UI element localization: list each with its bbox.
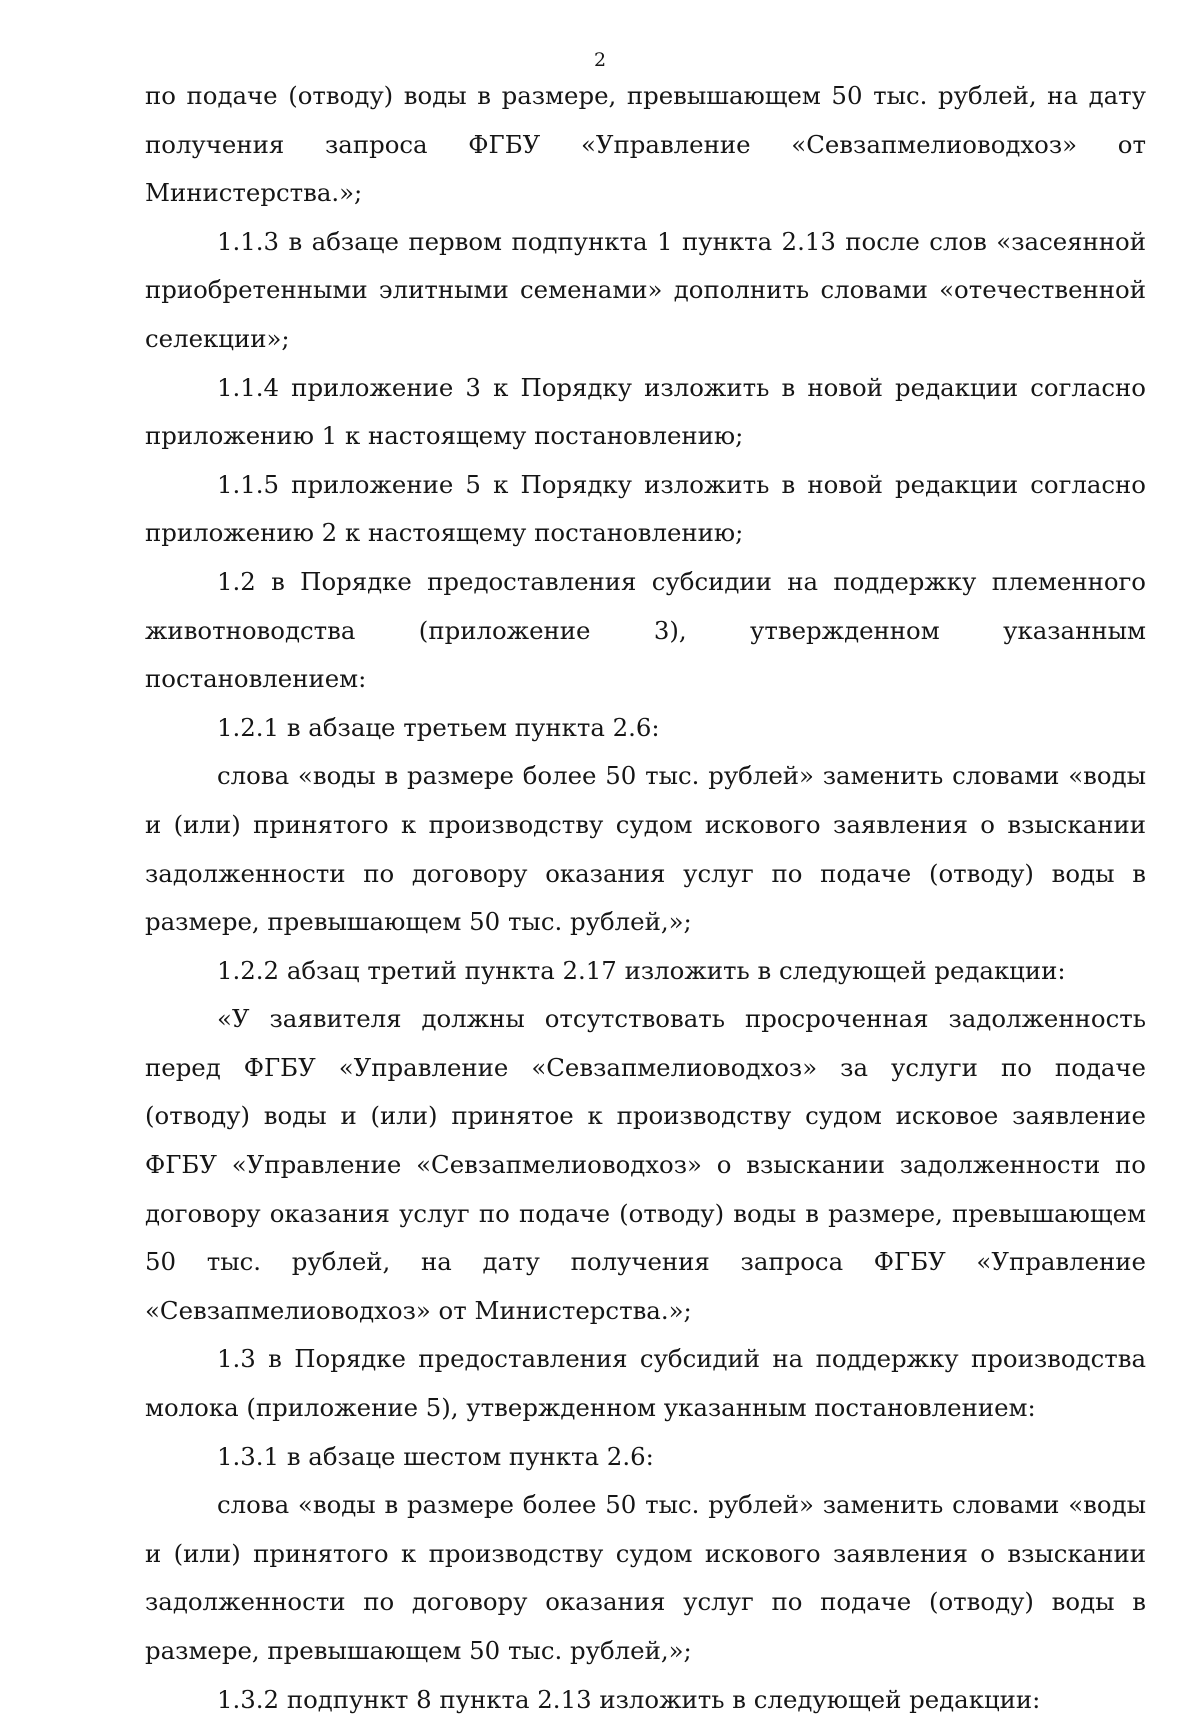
paragraph-1-2-2-quote: «У заявителя должны отсутствовать просроченная задолженность перед ФГБУ «Управление «Севзапмелиоводхоз» за услуги по подаче (отводу) воды и (или) принятое к производству судом исковое заявление ФГБУ «Управление «Севзапмелиоводхоз» о взыскании задолженности по договору оказания услуг по подаче (отводу) воды в размере, превышающем 50 тыс. рублей, на дату получения запроса ФГБУ «Управление «Севзапмелиоводхоз» от Министерства.»; bbox=[145, 1004, 1146, 1325]
paragraph-continuation: по подаче (отводу) воды в размере, превышающем 50 тыс. рублей, на дату получения запроса ФГБУ «Управление «Севзапмелиоводхоз» от Министерства.»; bbox=[145, 81, 1146, 208]
document-body bbox=[145, 72, 1146, 1724]
paragraph-1-2-1-text: слова «воды в размере более 50 тыс. рублей» заменить словами «воды и (или) принятого к производству судом искового заявления о взыскании задолженности по договору оказания услуг по подаче (отводу) воды в размере, превышающем 50 тыс. рублей,»; bbox=[145, 761, 1146, 937]
paragraph-1-1-3: 1.1.3 в абзаце первом подпункта 1 пункта 2.13 после слов «засеянной приобретенными элитными семенами» дополнить словами «отечественной селекции»; bbox=[145, 226, 1146, 353]
paragraph-1-3: 1.3 в Порядке предоставления субсидий на поддержку производства молока (приложение 5), утвержденном указанным постановлением: bbox=[145, 1344, 1146, 1423]
paragraph-1-1-4: 1.1.4 приложение 3 к Порядку изложить в новой редакции согласно приложению 1 к настоящему постановлению; bbox=[145, 372, 1146, 451]
paragraph-1-2-1: 1.2.1 в абзаце третьем пункта 2.6: bbox=[217, 712, 660, 742]
paragraph-1-2: 1.2 в Порядке предоставления субсидии на поддержку племенного животноводства (приложение 3), утвержденном указанным постановлением: bbox=[145, 566, 1146, 694]
paragraph-1-3-1: 1.3.1 в абзаце шестом пункта 2.6: bbox=[217, 1441, 654, 1471]
paragraph-1-2-2: 1.2.2 абзац третий пункта 2.17 изложить в следующей редакции: bbox=[217, 955, 1066, 985]
paragraph-1-1-5: 1.1.5 приложение 5 к Порядку изложить в новой редакции согласно приложению 2 к настоящему постановлению; bbox=[145, 469, 1146, 548]
page-number: 2 bbox=[593, 49, 607, 71]
paragraph-1-3-2: 1.3.2 подпункт 8 пункта 2.13 изложить в следующей редакции: bbox=[217, 1684, 1041, 1714]
paragraph-1-3-1-text: слова «воды в размере более 50 тыс. рублей» заменить словами «воды и (или) принятого к производству судом искового заявления о взыскании задолженности по договору оказания услуг по подаче (отводу) воды в размере, превышающем 50 тыс. рублей,»; bbox=[145, 1490, 1146, 1665]
